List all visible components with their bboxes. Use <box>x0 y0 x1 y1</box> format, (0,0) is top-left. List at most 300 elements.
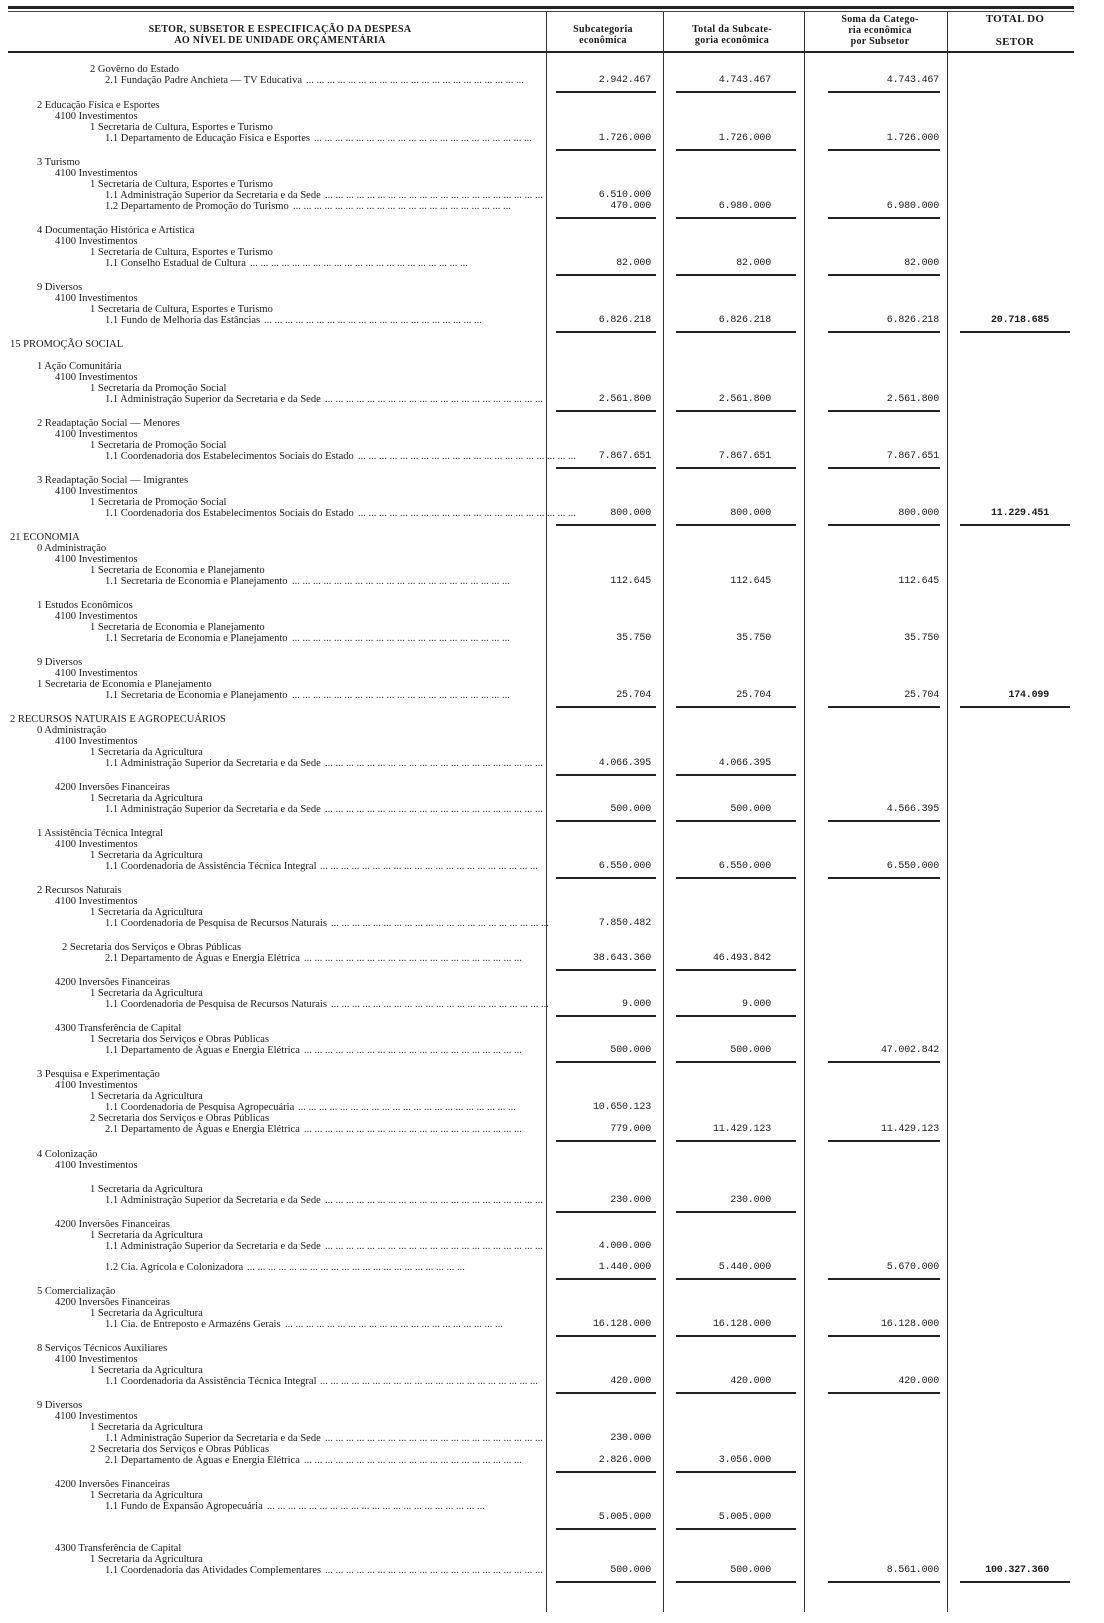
amount-v3: 112.645 <box>898 576 939 587</box>
total-underline <box>676 1140 796 1142</box>
amount-v2: 1.726.000 <box>718 133 771 144</box>
total-underline <box>676 774 796 776</box>
leader-dots: ... ... ... ... ... ... ... ... ... ... ... ... ... ... ... ... ... ... ... ... ... <box>304 1045 522 1056</box>
row-label: 4100 Investimentos <box>55 168 138 179</box>
total-underline <box>556 706 656 708</box>
total-underline <box>828 331 940 333</box>
row-label: 1 Secretaria de Promoção Social <box>90 440 227 451</box>
table-row <box>0 633 1104 645</box>
amount-v3: 4.566.395 <box>886 804 939 815</box>
amount-v2: 800.000 <box>730 508 771 519</box>
row-label: 15 PROMOÇÃO SOCIAL <box>10 339 124 350</box>
row-label: 1 Secretaria da Agricultura <box>90 1091 203 1102</box>
total-underline <box>828 217 940 219</box>
amount-v2: 9.000 <box>741 999 771 1010</box>
total-underline <box>828 877 940 879</box>
total-underline <box>556 877 656 879</box>
leader-dots: ... ... ... ... ... ... ... ... ... ... ... ... ... ... ... ... ... ... ... ... ... <box>320 1376 538 1387</box>
row-label: 1.1 Secretaria de Economia e Planejamento <box>105 633 288 644</box>
row-label: 1 Secretaria da Promoção Social <box>90 383 227 394</box>
row-label: 1.1 Coordenadoria de Assistência Técnica Integral <box>105 861 317 872</box>
amount-v4: 11.229.451 <box>990 508 1049 519</box>
total-underline <box>676 149 796 151</box>
total-underline <box>556 1581 656 1583</box>
row-label: 9 Diversos <box>37 1400 83 1411</box>
table-row <box>0 690 1104 702</box>
total-underline <box>828 1278 940 1280</box>
row-label: 4100 Investimentos <box>55 554 138 565</box>
amount-v3: 4.743.467 <box>886 75 939 86</box>
row-label: 1.1 Coordenadoria dos Estabelecimentos Sociais do Estado <box>105 508 354 519</box>
leader-dots: ... ... ... ... ... ... ... ... ... ... ... ... ... ... ... ... ... ... ... ... ... <box>325 1195 543 1206</box>
amount-v3: 2.561.800 <box>886 394 939 405</box>
total-underline <box>676 969 796 971</box>
amount-v2: 6.826.218 <box>718 315 771 326</box>
leader-dots: ... ... ... ... ... ... ... ... ... ... ... ... ... ... ... ... ... ... ... ... ... <box>292 576 510 587</box>
row-label: 4100 Investimentos <box>55 896 138 907</box>
amount-v3: 7.867.651 <box>886 451 939 462</box>
row-label: 4200 Inversões Financeiras <box>55 782 170 793</box>
amount-v1: 230.000 <box>610 1433 651 1444</box>
table-row <box>0 315 1104 327</box>
amount-v2: 7.867.651 <box>718 451 771 462</box>
row-label: 4100 Investimentos <box>55 839 138 850</box>
row-label: 1.1 Administração Superior da Secretaria e da Sede <box>105 190 321 201</box>
row-label: 1 Secretaria da Agricultura <box>90 850 203 861</box>
total-underline <box>556 217 656 219</box>
amount-v2: 3.056.000 <box>718 1455 771 1466</box>
row-label: 2 Secretaria dos Serviços e Obras Públicas <box>62 942 242 953</box>
amount-v3: 420.000 <box>898 1376 939 1387</box>
amount-v2: 11.429.123 <box>712 1124 771 1135</box>
amount-v1: 1.440.000 <box>598 1262 651 1273</box>
total-underline <box>676 274 796 276</box>
table-row <box>0 1376 1104 1388</box>
row-label: 4300 Transferência de Capital <box>55 1023 182 1034</box>
row-label: 5 Comercialização <box>37 1286 116 1297</box>
row-label: 1.1 Conselho Estadual de Cultura <box>105 258 246 269</box>
row-label: 1.1 Departamento de Educação Física e Esportes <box>105 133 310 144</box>
amount-v1: 16.128.000 <box>592 1319 651 1330</box>
amount-v2: 2.561.800 <box>718 394 771 405</box>
header-total-subcategoria <box>682 12 782 52</box>
total-underline <box>676 1581 796 1583</box>
row-label: 4100 Investimentos <box>55 372 138 383</box>
row-label: 3 Readaptação Social — Imigrantes <box>37 475 189 486</box>
amount-v2: 4.066.395 <box>718 758 771 769</box>
table-row <box>0 758 1104 770</box>
row-label: 4100 Investimentos <box>55 611 138 622</box>
leader-dots: ... ... ... ... ... ... ... ... ... ... ... ... ... ... ... ... ... ... ... ... ... <box>292 690 510 701</box>
amount-v2: 500.000 <box>730 1565 771 1576</box>
row-label: 2 Secretaria dos Serviços e Obras Públicas <box>90 1444 270 1455</box>
total-underline <box>676 1061 796 1063</box>
table-row <box>0 133 1104 145</box>
row-label: 2.1 Departamento de Águas e Energia Elétrica <box>105 1124 300 1135</box>
row-label: 1 Secretaria da Agricultura <box>90 1554 203 1565</box>
amount-v2: 420.000 <box>730 1376 771 1387</box>
leader-dots: ... ... ... ... ... ... ... ... ... ... ... ... ... ... ... ... ... ... ... ... ... <box>298 1102 516 1113</box>
amount-v3: 47.002.842 <box>880 1045 939 1056</box>
row-label: 1 Secretaria de Economia e Planejamento <box>37 679 212 690</box>
row-label: 1.1 Administração Superior da Secretaria e da Sede <box>105 394 321 405</box>
row-label: 0 Administração <box>37 725 107 736</box>
row-label: 1 Ação Comunitária <box>37 361 122 372</box>
leader-dots: ... ... ... ... ... ... ... ... ... ... ... ... ... ... ... ... ... ... ... ... ... <box>320 861 538 872</box>
header-sub-line1: Subcategoria <box>573 24 633 35</box>
total-underline <box>556 1061 656 1063</box>
amount-v2: 6.980.000 <box>718 201 771 212</box>
leader-dots: ... ... ... ... ... ... ... ... ... ... ... ... ... ... ... ... ... ... ... ... ... <box>306 75 524 86</box>
amount-v2: 82.000 <box>736 258 771 269</box>
total-underline <box>676 217 796 219</box>
total-underline <box>556 1211 656 1213</box>
leader-dots: ... ... ... ... ... ... ... ... ... ... ... ... ... ... ... ... ... ... ... ... ... <box>304 1124 522 1135</box>
leader-dots: ... ... ... ... ... ... ... ... ... ... ... ... ... ... ... ... ... ... ... ... ... <box>331 918 549 929</box>
table-row <box>0 576 1104 588</box>
table-row <box>0 999 1104 1011</box>
total-underline <box>828 706 940 708</box>
total-underline <box>676 877 796 879</box>
row-label: 1 Secretaria de Economia e Planejamento <box>90 565 265 576</box>
leader-dots: ... ... ... ... ... ... ... ... ... ... ... ... ... ... ... ... ... ... ... ... ... <box>358 508 576 519</box>
row-label: 1 Secretaria da Agricultura <box>90 747 203 758</box>
total-underline <box>556 1392 656 1394</box>
total-underline <box>676 1015 796 1017</box>
top-rule <box>8 6 1074 9</box>
total-underline <box>676 1392 796 1394</box>
leader-dots: ... ... ... ... ... ... ... ... ... ... ... ... ... ... ... ... ... ... ... ... ... <box>325 758 543 769</box>
table-row <box>0 339 1104 351</box>
total-underline <box>556 820 656 822</box>
row-label: 2 RECURSOS NATURAIS E AGROPECUÁRIOS <box>10 714 226 725</box>
header-sub-line2: econômica <box>579 35 627 46</box>
amount-v2: 46.493.842 <box>712 953 771 964</box>
total-underline <box>828 149 940 151</box>
header-total-line1: Total da Subcate- <box>692 24 772 35</box>
total-underline <box>828 467 940 469</box>
amount-v1: 500.000 <box>610 1565 651 1576</box>
amount-v1: 2.561.800 <box>598 394 651 405</box>
row-label: 1.1 Coordenadoria da Assistência Técnica Integral <box>105 1376 317 1387</box>
row-label: 1.1 Administração Superior da Secretaria e da Sede <box>105 758 321 769</box>
amount-v3: 8.561.000 <box>886 1565 939 1576</box>
table-row <box>0 508 1104 520</box>
amount-v2: 230.000 <box>730 1195 771 1206</box>
row-label: 1 Secretaria de Cultura, Esportes e Turismo <box>90 179 273 190</box>
table-row <box>0 1565 1104 1577</box>
row-label: 1.1 Fundo de Expansão Agropecuária <box>105 1501 263 1512</box>
total-underline <box>676 1528 796 1530</box>
table-row <box>0 1319 1104 1331</box>
amount-v2: 500.000 <box>730 804 771 815</box>
leader-dots: ... ... ... ... ... ... ... ... ... ... ... ... ... ... ... ... ... ... ... ... ... <box>358 451 576 462</box>
row-label: 2 Govêrno do Estado <box>90 64 179 75</box>
row-label: 4200 Inversões Financeiras <box>55 1219 170 1230</box>
amount-v3: 800.000 <box>898 508 939 519</box>
header-subcategoria <box>558 12 648 52</box>
row-label: 1 Secretaria dos Serviços e Obras Públicas <box>90 1034 270 1045</box>
row-label: 1 Secretaria de Promoção Social <box>90 497 227 508</box>
row-label: 4100 Investimentos <box>55 1080 138 1091</box>
row-label: 1.1 Coordenadoria de Pesquisa de Recursos Naturais <box>105 999 327 1010</box>
table-row <box>0 258 1104 270</box>
amount-v1: 5.005.000 <box>598 1512 651 1523</box>
row-label: 1.1 Administração Superior da Secretaria e da Sede <box>105 1195 321 1206</box>
leader-dots: ... ... ... ... ... ... ... ... ... ... ... ... ... ... ... ... ... ... ... ... ... <box>331 999 549 1010</box>
row-label: 1.1 Departamento de Águas e Energia Elétrica <box>105 1045 300 1056</box>
row-label: 1 Secretaria da Agricultura <box>90 1308 203 1319</box>
amount-v1: 2.826.000 <box>598 1455 651 1466</box>
row-label: 1.1 Coordenadoria dos Estabelecimentos Sociais do Estado <box>105 451 354 462</box>
row-label: 1 Secretaria da Agricultura <box>90 1230 203 1241</box>
row-label: 4 Colonização <box>37 1149 98 1160</box>
leader-dots: ... ... ... ... ... ... ... ... ... ... ... ... ... ... ... ... ... ... ... ... ... <box>325 190 543 201</box>
amount-v1: 82.000 <box>616 258 651 269</box>
total-underline <box>556 467 656 469</box>
table-row <box>0 75 1104 87</box>
amount-v3: 6.980.000 <box>886 201 939 212</box>
total-underline <box>676 706 796 708</box>
row-label: 2.1 Fundação Padre Anchieta — TV Educativa <box>105 75 303 86</box>
total-underline <box>828 1061 940 1063</box>
leader-dots: ... ... ... ... ... ... ... ... ... ... ... ... ... ... ... ... ... ... ... ... ... <box>304 953 522 964</box>
row-label: 3 Pesquisa e Experimentação <box>37 1069 160 1080</box>
amount-v3: 25.704 <box>904 690 939 701</box>
table-row <box>0 918 1104 930</box>
table-row <box>0 1262 1104 1274</box>
amount-v1: 2.942.467 <box>598 75 651 86</box>
amount-v3: 6.550.000 <box>886 861 939 872</box>
total-underline <box>556 274 656 276</box>
row-label: 0 Administração <box>37 543 107 554</box>
table-row <box>0 1455 1104 1467</box>
row-label: 1 Assistência Técnica Integral <box>37 828 164 839</box>
row-label: 2.1 Departamento de Águas e Energia Elétrica <box>105 1455 300 1466</box>
row-label: 1.1 Coordenadoria das Atividades Complementares <box>105 1565 322 1576</box>
row-label: 1 Secretaria da Agricultura <box>90 793 203 804</box>
leader-dots: ... ... ... ... ... ... ... ... ... ... ... ... ... ... ... ... ... ... ... ... ... <box>247 1262 465 1273</box>
amount-v2: 4.743.467 <box>718 75 771 86</box>
total-underline <box>556 774 656 776</box>
leader-dots: ... ... ... ... ... ... ... ... ... ... ... ... ... ... ... ... ... ... ... ... ... <box>325 1433 543 1444</box>
header-soma-line3: por Subsetor <box>850 36 910 47</box>
leader-dots: ... ... ... ... ... ... ... ... ... ... ... ... ... ... ... ... ... ... ... ... ... <box>325 394 543 405</box>
header-setor-line2: SETOR <box>995 36 1035 48</box>
total-underline <box>960 1581 1070 1583</box>
row-label: 4100 Investimentos <box>55 1160 138 1171</box>
amount-v2: 5.005.000 <box>718 1512 771 1523</box>
row-label: 4100 Investimentos <box>55 668 138 679</box>
row-label: 1.1 Administração Superior da Secretaria e da Sede <box>105 1433 321 1444</box>
total-underline <box>828 91 940 93</box>
row-label: 1 Secretaria de Economia e Planejamento <box>90 622 265 633</box>
row-label: 8 Serviços Técnicos Auxiliares <box>37 1343 168 1354</box>
row-label: 1.1 Coordenadoria de Pesquisa de Recursos Naturais <box>105 918 327 929</box>
amount-v1: 800.000 <box>610 508 651 519</box>
row-label: 1.1 Cia. de Entreposto e Armazéns Gerais <box>105 1319 281 1330</box>
amount-v1: 7.867.651 <box>598 451 651 462</box>
row-label: 1.1 Fundo de Melhoria das Estâncias <box>105 315 261 326</box>
amount-v3: 6.826.218 <box>886 315 939 326</box>
table-row <box>0 804 1104 816</box>
amount-v3: 35.750 <box>904 633 939 644</box>
table-row <box>0 1045 1104 1057</box>
header-total-setor <box>960 12 1070 52</box>
amount-v3: 1.726.000 <box>886 133 939 144</box>
amount-v2: 5.440.000 <box>718 1262 771 1273</box>
row-label: 9 Diversos <box>37 657 83 668</box>
leader-dots: ... ... ... ... ... ... ... ... ... ... ... ... ... ... ... ... ... ... ... ... ... <box>304 1455 522 1466</box>
total-underline <box>676 91 796 93</box>
row-label: 4100 Investimentos <box>55 111 138 122</box>
amount-v1: 112.645 <box>610 576 651 587</box>
amount-v1: 6.826.218 <box>598 315 651 326</box>
row-label: 2 Readaptação Social — Menores <box>37 418 180 429</box>
amount-v3: 5.670.000 <box>886 1262 939 1273</box>
total-underline <box>960 524 1070 526</box>
table-row <box>0 451 1104 463</box>
leader-dots: ... ... ... ... ... ... ... ... ... ... ... ... ... ... ... ... ... ... ... ... ... <box>267 1501 485 1512</box>
row-label: 4200 Inversões Financeiras <box>55 1297 170 1308</box>
row-label: 2 Recursos Naturais <box>37 885 122 896</box>
table-row <box>0 953 1104 965</box>
amount-v1: 1.726.000 <box>598 133 651 144</box>
row-label: 9 Diversos <box>37 282 83 293</box>
total-underline <box>676 410 796 412</box>
row-label: 1.2 Departamento de Promoção do Turismo <box>105 201 289 212</box>
amount-v1: 500.000 <box>610 804 651 815</box>
amount-v3: 16.128.000 <box>880 1319 939 1330</box>
leader-dots: ... ... ... ... ... ... ... ... ... ... ... ... ... ... ... ... ... ... ... ... ... <box>250 258 468 269</box>
row-label: 2 Educação Física e Esportes <box>37 100 160 111</box>
row-label: 2 Secretaria dos Serviços e Obras Públicas <box>90 1113 270 1124</box>
leader-dots: ... ... ... ... ... ... ... ... ... ... ... ... ... ... ... ... ... ... ... ... ... <box>292 633 510 644</box>
header-total-line2: goria econômica <box>694 35 770 46</box>
total-underline <box>556 1471 656 1473</box>
amount-v1: 25.704 <box>616 690 651 701</box>
total-underline <box>828 820 940 822</box>
row-label: 4100 Investimentos <box>55 429 138 440</box>
leader-dots: ... ... ... ... ... ... ... ... ... ... ... ... ... ... ... ... ... ... ... ... ... <box>314 133 532 144</box>
amount-v3: 82.000 <box>904 258 939 269</box>
total-underline <box>556 91 656 93</box>
row-label: 4100 Investimentos <box>55 736 138 747</box>
amount-v3: 11.429.123 <box>880 1124 939 1135</box>
amount-v1: 10.650.123 <box>592 1102 651 1113</box>
total-underline <box>676 1335 796 1337</box>
table-row <box>0 861 1104 873</box>
header-spec-line2: AO NÍVEL DE UNIDADE ORÇAMENTÁRIA <box>174 35 386 46</box>
total-underline <box>676 1211 796 1213</box>
total-underline <box>828 1335 940 1337</box>
total-underline <box>556 149 656 151</box>
total-underline <box>556 1278 656 1280</box>
amount-v2: 112.645 <box>730 576 771 587</box>
row-label: 1.1 Secretaria de Economia e Planejamento <box>105 690 288 701</box>
row-label: 1 Secretaria de Cultura, Esportes e Turismo <box>90 247 273 258</box>
header-setor-line1: TOTAL DO <box>985 13 1045 25</box>
total-underline <box>676 524 796 526</box>
amount-v2: 35.750 <box>736 633 771 644</box>
header-spec-line1: SETOR, SUBSETOR E ESPECIFICAÇÃO DA DESPESA <box>148 24 412 35</box>
row-label: 4100 Investimentos <box>55 1354 138 1365</box>
amount-v4: 20.718.685 <box>990 315 1049 326</box>
table-row <box>0 1160 1104 1172</box>
amount-v1: 35.750 <box>616 633 651 644</box>
amount-v4: 174.099 <box>1008 690 1049 701</box>
total-underline <box>960 706 1070 708</box>
total-underline <box>556 1528 656 1530</box>
header-soma-categoria <box>820 12 940 52</box>
leader-dots: ... ... ... ... ... ... ... ... ... ... ... ... ... ... ... ... ... ... ... ... ... <box>264 315 482 326</box>
total-underline <box>828 410 940 412</box>
amount-v1: 6.550.000 <box>598 861 651 872</box>
total-underline <box>556 524 656 526</box>
row-label: 4100 Investimentos <box>55 1411 138 1422</box>
total-underline <box>676 331 796 333</box>
row-label: 1.2 Cia. Agrícola e Colonizadora <box>105 1262 244 1273</box>
row-label: 1 Estudos Econômicos <box>37 600 133 611</box>
amount-v1: 470.000 <box>610 201 651 212</box>
amount-v1: 9.000 <box>621 999 651 1010</box>
total-underline <box>676 467 796 469</box>
total-underline <box>676 1278 796 1280</box>
header-specification <box>90 12 470 52</box>
total-underline <box>556 410 656 412</box>
total-underline <box>676 1471 796 1473</box>
total-underline <box>960 331 1070 333</box>
table-row <box>0 394 1104 406</box>
header-soma-line2: ria econômica <box>848 25 912 36</box>
row-label: 4200 Inversões Financeiras <box>55 977 170 988</box>
leader-dots: ... ... ... ... ... ... ... ... ... ... ... ... ... ... ... ... ... ... ... ... ... <box>325 804 543 815</box>
row-label: 1.1 Administração Superior da Secretaria e da Sede <box>105 804 321 815</box>
amount-v1: 500.000 <box>610 1045 651 1056</box>
total-underline <box>828 1392 940 1394</box>
table-row <box>0 1512 1104 1524</box>
leader-dots: ... ... ... ... ... ... ... ... ... ... ... ... ... ... ... ... ... ... ... ... ... <box>325 1241 543 1252</box>
total-underline <box>828 524 940 526</box>
header-bottom-rule <box>8 51 1074 53</box>
total-underline <box>556 331 656 333</box>
row-label: 21 ECONOMIA <box>10 532 80 543</box>
amount-v2: 500.000 <box>730 1045 771 1056</box>
amount-v2: 25.704 <box>736 690 771 701</box>
leader-dots: ... ... ... ... ... ... ... ... ... ... ... ... ... ... ... ... ... ... ... ... ... <box>285 1319 503 1330</box>
row-label: 4 Documentação Histórica e Artística <box>37 225 195 236</box>
total-underline <box>828 274 940 276</box>
row-label: 3 Turismo <box>37 157 80 168</box>
row-label: 2.1 Departamento de Águas e Energia Elétrica <box>105 953 300 964</box>
table-row <box>0 1124 1104 1136</box>
leader-dots: ... ... ... ... ... ... ... ... ... ... ... ... ... ... ... ... ... ... ... ... ... <box>293 201 511 212</box>
row-label: 1 Secretaria da Agricultura <box>90 1365 203 1376</box>
table-row <box>0 201 1104 213</box>
amount-v1: 4.000.000 <box>598 1241 651 1252</box>
amount-v1: 420.000 <box>610 1376 651 1387</box>
row-label: 1.1 Secretaria de Economia e Planejamento <box>105 576 288 587</box>
total-underline <box>556 969 656 971</box>
amount-v1: 38.643.360 <box>592 953 651 964</box>
row-label: 4100 Investimentos <box>55 486 138 497</box>
row-label: 1 Secretaria da Agricultura <box>90 988 203 999</box>
row-label: 1.1 Coordenadoria de Pesquisa Agropecuária <box>105 1102 295 1113</box>
row-label: 1 Secretaria da Agricultura <box>90 907 203 918</box>
row-label: 1 Secretaria de Cultura, Esportes e Turismo <box>90 304 273 315</box>
amount-v1: 6.510.000 <box>598 190 651 201</box>
row-label: 1 Secretaria da Agricultura <box>90 1490 203 1501</box>
